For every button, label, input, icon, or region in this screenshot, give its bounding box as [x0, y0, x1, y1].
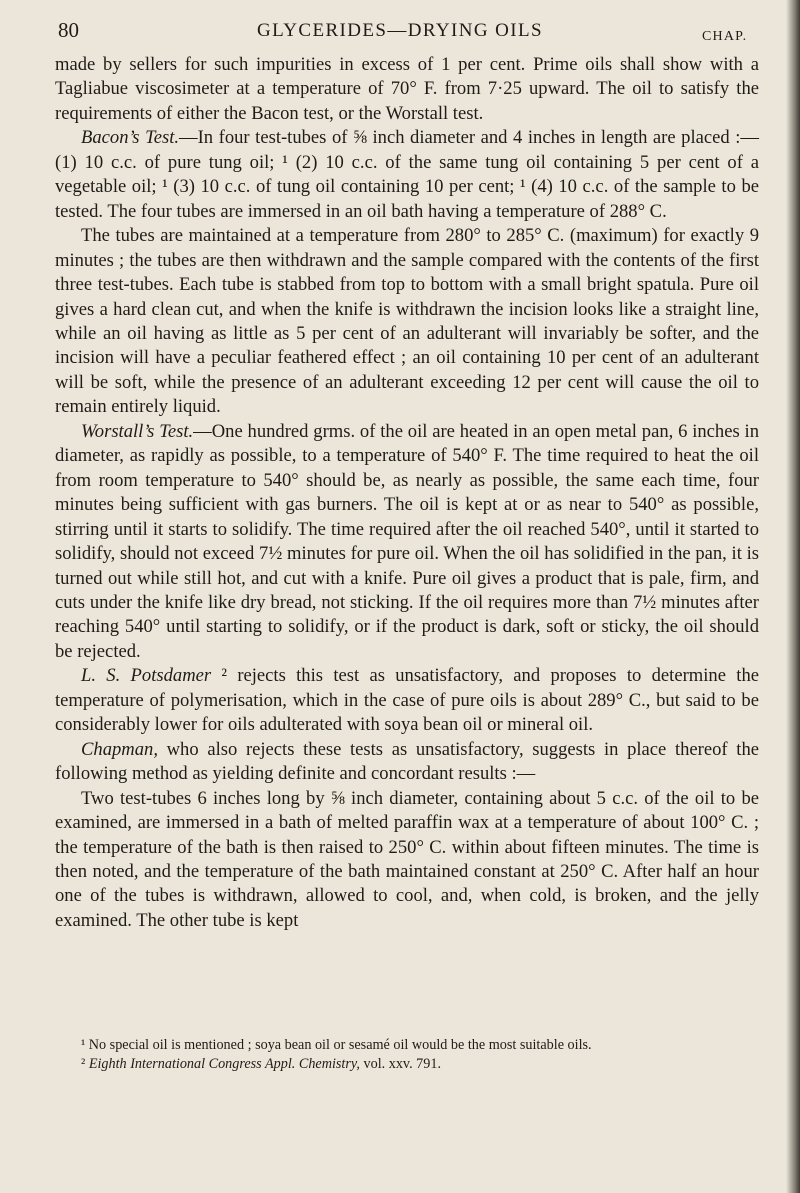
page-header: [0, 18, 800, 48]
footnote-marker: ²: [81, 1056, 89, 1072]
paragraph-bacons-test: [55, 126, 759, 224]
paragraph-text: —One hundred grms. of the oil are heated in an open metal pan, 6 inches in diameter, as rapidly as possible, to a temperature of 540° F. The time required to heat the oil from room temperature to 540° should be, as nearly as possible, the same each time, four minutes being sufficient with gas burners. The oil is kept at or as near to 540° as possible, stirring until it starts to solidify. The time required after the oil reached 540°, until it started to solidify, should not exceed 7½ minutes for pure oil. When the oil has solidified in the pan, it is turned out while still hot, and cut with a knife. Pure oil gives a product that is pale, firm, and cuts under the knife like dry bread, not sticking. If the oil requires more than 7½ minutes after reaching 540° until starting to solidify, or if the product is dark, soft or sticky, the oil should be rejected.: [55, 420, 759, 662]
footnote-tail: vol. xxv. 791.: [359, 1056, 442, 1072]
author-name: L. S. Potsdamer: [81, 665, 212, 687]
author-name: Chapman,: [81, 738, 158, 760]
paragraph-text: The tubes are maintained at a temperature from 280° to 285° C. (maximum) for exactly 9 minutes ; the tubes are then withdrawn and the sample compared with the contents of the first three test-tubes. Each tube is stabbed from top to bottom with a small bright spatula. Pure oil gives a hard clean cut, and when the knife is withdrawn the incision looks like a straight line, while an oil having as little as 5 per cent of an adulterant will invariably be softer, and the incision will have a peculiar feathered effect ; an oil containing 10 per cent of an adulterant will be soft, while the presence of an adulterant exceeding 12 per cent will cause the oil to remain entirely liquid.: [55, 225, 759, 418]
running-title: GLYCERIDES—DRYING OILS: [257, 20, 543, 41]
paragraph-tubes: [55, 224, 759, 420]
chapter-label: CHAP.: [702, 29, 748, 44]
paragraph-chapman: [55, 738, 759, 787]
paragraph-text: —In four test-tubes of ⅝ inch diameter and 4 inches in length are placed :—(1) 10 c.c. of pure tung oil; ¹ (2) 10 c.c. of the same tung oil containing 5 per cent of a vegetable oil; ¹ (3) 10 c.c. of tung oil containing 10 per cent; ¹ (4) 10 c.c. of the sample to be tested. The four tubes are immersed in an oil bath having a temperature of 288° C.: [55, 127, 759, 222]
section-heading: Worstall’s Test.: [81, 420, 194, 442]
paragraph-method: [55, 787, 759, 934]
section-heading: Bacon’s Test.: [81, 127, 180, 149]
footnote-1: [55, 1036, 759, 1055]
page-edge-shadow: [786, 0, 800, 1193]
body-text: [55, 53, 759, 933]
footnotes: [55, 1036, 759, 1074]
page-number: 80: [58, 18, 79, 42]
paragraph-worstalls-test: [55, 420, 759, 665]
paragraph-text: who also rejects these tests as unsatisfactory, suggests in place thereof the following method as yielding definite and concordant results :—: [55, 738, 759, 785]
footnote-text: ¹ No special oil is mentioned ; soya bean oil or sesamé oil would be the most suitable oils.: [81, 1037, 592, 1053]
footnote-2: [55, 1055, 759, 1074]
paragraph-continuation: [55, 53, 759, 126]
paragraph-potsdamer: [55, 664, 759, 737]
paragraph-text: ² rejects this test as unsatisfactory, and proposes to determine the temperature of polymerisation, which in the case of pure oils is about 289° C., but said to be considerably lower for oils adulterated with soya bean oil or mineral oil.: [55, 665, 759, 736]
paragraph-text: Two test-tubes 6 inches long by ⅝ inch diameter, containing about 5 c.c. of the oil to be examined, are immersed in a bath of melted paraffin wax at a temperature of about 100° C. ; the temperature of the bath is then raised to 250° C. within about fifteen minutes. The time is then noted, and the temperature of the bath maintained constant at 250° C. After half an hour one of the tubes is withdrawn, allowed to cool, and, when cold, is broken, and the jelly examined. The other tube is kept: [55, 787, 759, 931]
paragraph-text: made by sellers for such impurities in excess of 1 per cent. Prime oils shall show with a Tagliabue viscosimeter at a temperature of 70° F. from 7·25 upward. The oil to satisfy the requirements of either the Bacon test, or the Worstall test.: [55, 54, 759, 124]
footnote-citation: Eighth International Congress Appl. Chemistry,: [88, 1056, 360, 1072]
